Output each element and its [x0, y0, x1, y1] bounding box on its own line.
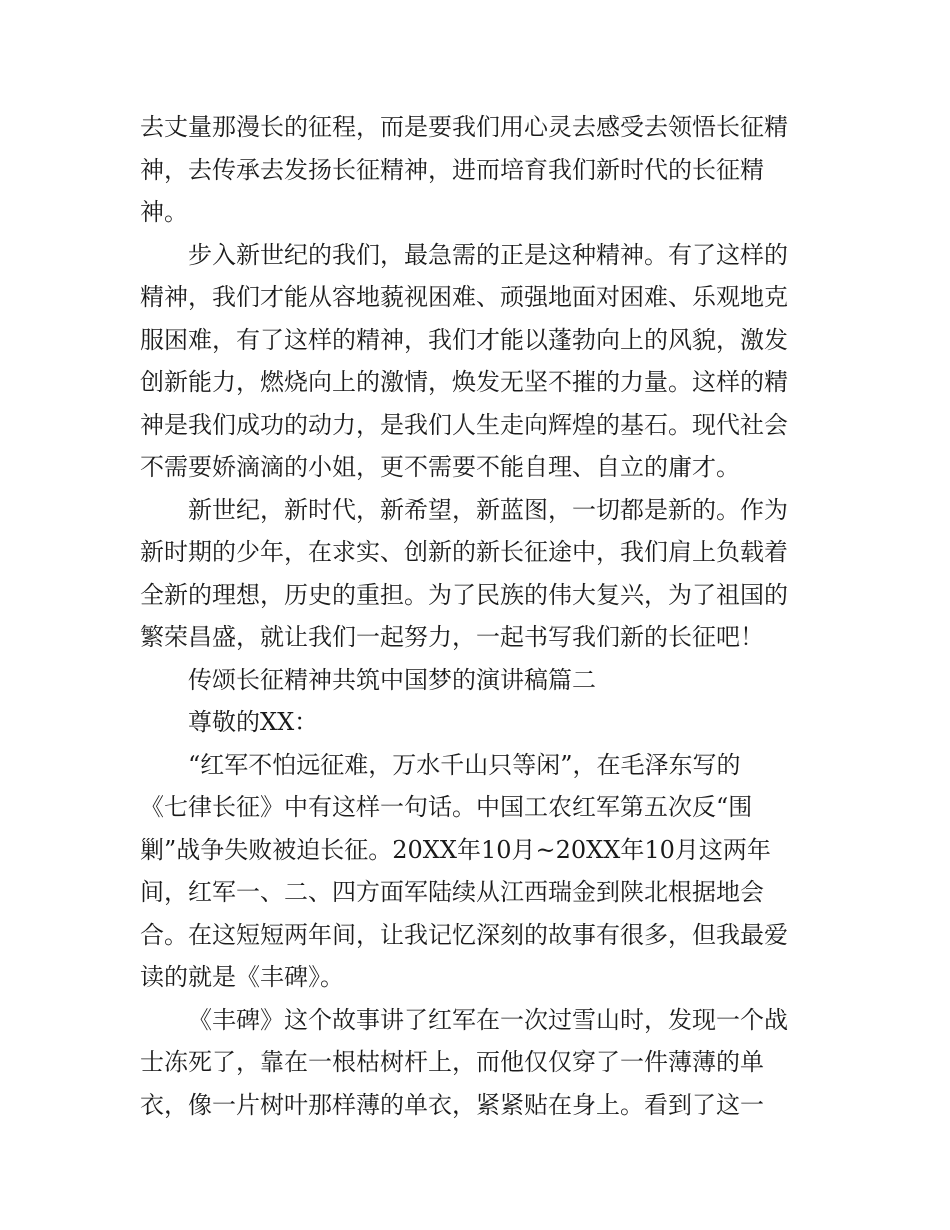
- text-line: 繁荣昌盛，就让我们一起努力，一起书写我们新的长征吧！: [140, 623, 764, 651]
- paragraph-1: [140, 106, 812, 234]
- text-line: 神是我们成功的动力，是我们人生走向辉煌的基石。现代社会: [140, 410, 788, 439]
- text-line: 剿”战争失败被迫长征。20XX年10月~20XX年10月这两年: [140, 835, 771, 864]
- paragraph-6: [140, 744, 812, 999]
- paragraph-2: [140, 234, 812, 489]
- text-line: 神，去传承去发扬长征精神，进而培育我们新时代的长征精: [140, 155, 764, 184]
- paragraph-7: [140, 999, 812, 1127]
- salutation: [140, 701, 812, 744]
- text-line: 去丈量那漫长的征程，而是要我们用心灵去感受去领悟长征精: [140, 113, 788, 141]
- text-line: 传颂长征精神共筑中国梦的演讲稿篇二: [188, 665, 596, 694]
- paragraph-3: [140, 489, 812, 659]
- text-line: 新时期的少年，在求实、创新的新长征途中，我们肩上负载着: [140, 538, 788, 566]
- text-line: 神。: [140, 198, 188, 226]
- text-line: 创新能力，燃烧向上的激情，焕发无坚不摧的力量。这样的精: [140, 368, 788, 396]
- text-line: 全新的理想，历史的重担。为了民族的伟大复兴，为了祖国的: [140, 580, 788, 609]
- text-line: 合。在这短短两年间，让我记忆深刻的故事有很多，但我最爱: [140, 920, 788, 949]
- text-line: 《丰碑》这个故事讲了红军在一次过雪山时，发现一个战: [188, 1005, 788, 1034]
- text-line: 尊敬的XX：: [188, 708, 319, 736]
- text-line: 间，红军一、二、四方面军陆续从江西瑞金到陕北根据地会: [140, 878, 764, 906]
- text-line: 不需要娇滴滴的小姐，更不需要不能自理、自立的庸才。: [140, 453, 740, 481]
- text-line: 服困难，有了这样的精神，我们才能以蓬勃向上的风貌，激发: [140, 325, 788, 354]
- text-line: 士冻死了，靠在一根枯树杆上，而他仅仅穿了一件薄薄的单: [140, 1048, 764, 1076]
- text-line: 《七律长征》中有这样一句话。中国工农红军第五次反“围: [140, 793, 753, 821]
- text-line: “红军不怕远征难，万水千山只等闲”，在毛泽东写的: [188, 750, 741, 779]
- text-line: 衣，像一片树叶那样薄的单衣，紧紧贴在身上。看到了这一: [140, 1090, 764, 1119]
- text-line: 读的就是《丰碑》。: [140, 963, 344, 991]
- text-line: 步入新世纪的我们，最急需的正是这种精神。有了这样的: [188, 240, 788, 269]
- text-line: 新世纪，新时代，新希望，新蓝图，一切都是新的。作为: [188, 495, 788, 524]
- section-heading: [140, 659, 812, 702]
- text-line: 精神，我们才能从容地藐视困难、顽强地面对困难、乐观地克: [140, 283, 788, 311]
- document-body: [140, 106, 812, 1126]
